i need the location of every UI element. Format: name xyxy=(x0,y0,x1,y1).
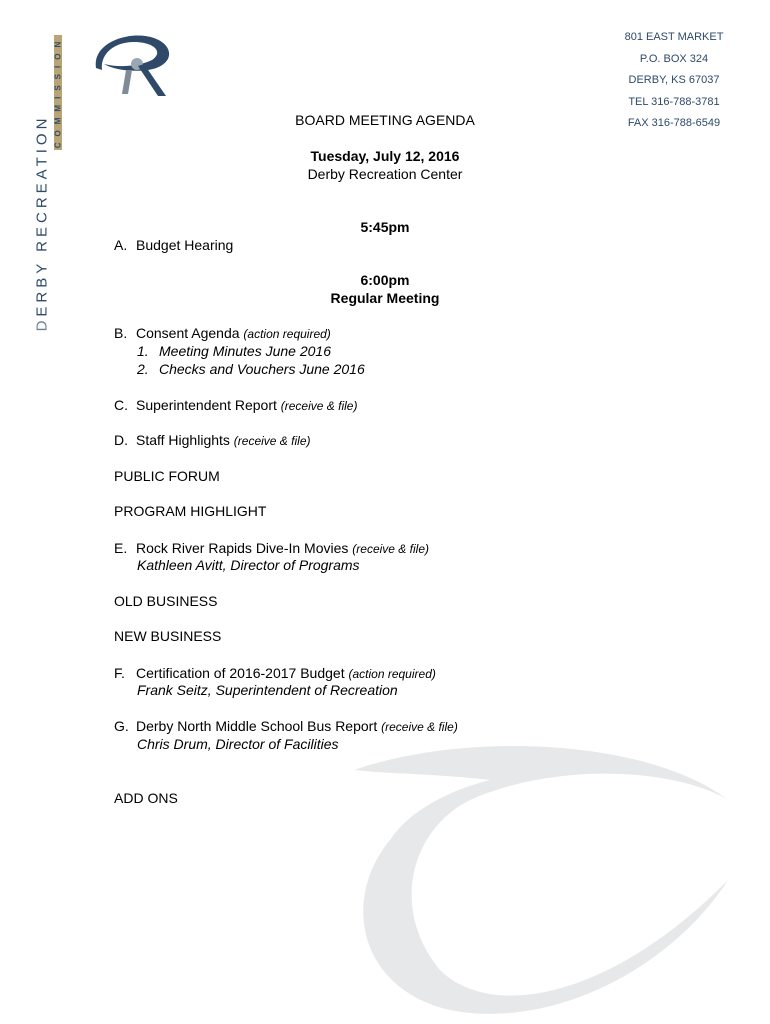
item-g: G. Derby North Middle School Bus Report (receive & file) xyxy=(114,718,458,734)
meeting-date: Tuesday, July 12, 2016 xyxy=(310,148,460,164)
brand-commission-text: COMMISSION xyxy=(53,35,63,149)
address-pobox: P.O. BOX 324 xyxy=(639,52,709,65)
address-fax: FAX 316-788-6549 xyxy=(627,117,721,130)
watermark-swoosh xyxy=(350,740,730,1020)
item-a: A. Budget Hearing xyxy=(114,237,234,253)
item-b1: 1. Meeting Minutes June 2016 xyxy=(137,343,331,359)
brand-name-vertical: DERBY RECREATION xyxy=(33,114,51,332)
address-street: 801 EAST MARKET xyxy=(624,31,724,43)
derby-recreation-logo xyxy=(92,30,180,102)
meeting-location: Derby Recreation Center xyxy=(307,166,463,182)
item-e: E. Rock River Rapids Dive-In Movies (receive & file) xyxy=(114,540,429,556)
old-business: OLD BUSINESS xyxy=(114,593,218,609)
address-tel: TEL 316-788-3781 xyxy=(628,95,720,108)
item-c: C. Superintendent Report (receive & file) xyxy=(114,397,358,413)
item-e-presenter: Kathleen Avitt, Director of Programs xyxy=(137,557,360,573)
agenda-title: BOARD MEETING AGENDA xyxy=(295,112,475,128)
add-ons: ADD ONS xyxy=(114,790,178,806)
program-highlight: PROGRAM HIGHLIGHT xyxy=(114,503,267,519)
item-f-presenter: Frank Seitz, Superintendent of Recreation xyxy=(137,682,398,698)
item-d: D. Staff Highlights (receive & file) xyxy=(114,432,311,448)
session2-time: 6:00pm xyxy=(360,272,410,288)
item-g-presenter: Chris Drum, Director of Facilities xyxy=(137,736,339,752)
session2-title: Regular Meeting xyxy=(330,290,440,306)
item-b2: 2. Checks and Vouchers June 2016 xyxy=(137,361,365,377)
item-f: F. Certification of 2016-2017 Budget (action required) xyxy=(114,665,436,681)
session1-time: 5:45pm xyxy=(360,219,410,235)
new-business: NEW BUSINESS xyxy=(114,628,222,644)
public-forum: PUBLIC FORUM xyxy=(114,468,220,484)
item-b: B. Consent Agenda (action required) xyxy=(114,325,331,341)
address-city: DERBY, KS 67037 xyxy=(628,74,720,87)
